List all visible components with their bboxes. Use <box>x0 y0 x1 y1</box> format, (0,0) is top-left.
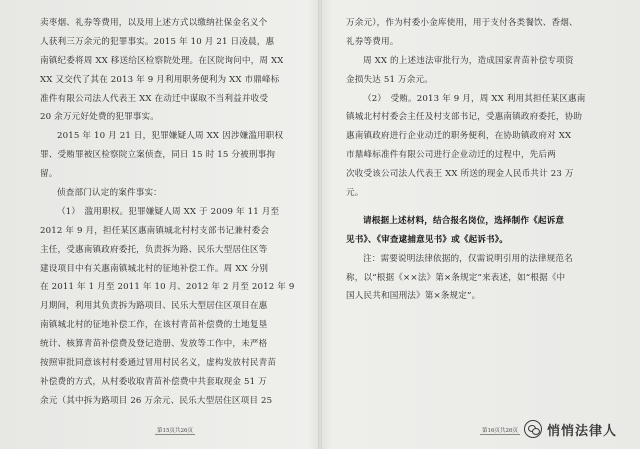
right-page-number: 第16页共26页 <box>482 428 518 434</box>
left-page-text-line: 建设项目中有关惠南镇城北村的征地补偿工作。周 XX 分别 <box>40 263 269 274</box>
left-page-text-line: 月期间，利用其负责拆为路项目、民乐大型居住区项目在惠 <box>40 301 268 312</box>
wechat-icon <box>524 420 542 438</box>
right-page-text-line: 注：需要说明法律依据的，仅需说明引用的法律规范名 <box>363 253 573 264</box>
watermark-text: 悄悄法律人 <box>547 423 618 439</box>
left-page-text-line: 补偿费的方式，从村委收取青苗补偿费中共套取现金 51 万 <box>40 376 267 387</box>
left-page-number: 第15页共26页 <box>157 428 193 434</box>
right-page-text-line: 万余元），作为村委小金库使用，用于支付各类餐饮、香烟、 <box>346 18 578 28</box>
right-page-text-line: 惠南镇政府进行企业动迁的职务便利，在协助镇政府对 XX <box>346 131 572 142</box>
left-page-text-line: 余元（其中拆为路项目 26 万余元、民乐大型居住区项目 25 <box>40 395 273 406</box>
right-page-text-line: 请根据上述材料，结合报名岗位，选择制作《起诉意 <box>363 215 565 226</box>
left-page-text-line: 2012 年 9 月，担任某区惠南镇城北村村支部书记兼村委会 <box>40 225 270 236</box>
right-page-text-line: 称，以“根据《××法》第×条规定”来表述，如“根据《中 <box>346 272 566 283</box>
left-page-text-line: 20 余万元好处费的犯罪事实。 <box>40 112 160 123</box>
right-page-text-line: 见书》、《审查逮捕意见书》或《起诉书》。 <box>346 234 508 245</box>
left-page-text-line: 主任，受惠南镇政府委托，负责拆为路、民乐大型居住区等 <box>40 244 268 255</box>
left-page-text-line: 人获利三万余元的犯罪事实。2015 年 10 月 21 日凌晨，惠 <box>40 36 275 47</box>
left-page-text-line: 留。 <box>40 169 58 180</box>
left-page-text-line: 南镇纪委将周 XX 移送给区检察院处理。在区院询问中，周 XX <box>40 55 284 66</box>
right-page-text-line <box>346 203 612 212</box>
left-page-text-line: 按照审批同意该村村委通过冒用村民名义，虚构发放村民青苗 <box>40 358 277 369</box>
left-page-text-line: 南镇城北村的征地补偿工作，在该村青苗补偿费的土地复垦 <box>40 320 268 331</box>
left-page <box>40 14 308 411</box>
right-page-text-line: 国人民共和国刑法》第×条规定”。 <box>346 291 481 302</box>
left-page-text-line: 统计、核算青苗补偿费及登记造册、发放等工作中，未严格 <box>40 339 268 350</box>
left-page-text-line: 在 2011 年 1 月至 2011 年 10 月、2012 年 2 月至 2012 年 9 <box>40 282 295 293</box>
left-page-text-line: 侦查部门认定的案件事实： <box>57 188 162 199</box>
right-page <box>346 14 612 306</box>
right-page-text-line: 元。 <box>346 188 364 199</box>
page-spine <box>318 0 322 449</box>
left-page-text-line: XX 又交代了其在 2013 年 9 月利用职务便利为 XX 市鼎峰标 <box>40 74 280 85</box>
right-page-text-line: 周 XX 的上述违法审批行为，造成国家青苗补偿专项资 <box>363 55 574 66</box>
left-page-text-line: 卖枣烟、礼券等费用，以及用上述方式以缴纳社保金名义个 <box>40 18 268 28</box>
left-page-text-line: （1） 滥用职权。犯罪嫌疑人周 XX 于 2009 年 11 月至 <box>57 206 280 217</box>
left-page-text-line: 2015 年 10 月 21 日，犯罪嫌疑人周 XX 因涉嫌滥用职权 <box>57 131 284 142</box>
left-page-text-line: 准件有限公司法人代表王 XX 在动迁中谋取不当利益并收受 <box>40 93 269 104</box>
right-page-text-line: 镇城北村村委会主任及村支部书记，受惠南镇政府委托，协助 <box>346 112 583 123</box>
watermark <box>524 419 617 439</box>
right-page-text-line: 次收受该公司法人代表王 XX 所送的现金人民币共计 23 万 <box>346 169 574 180</box>
right-page-text-line: （2） 受贿。2013 年 9 月，周 XX 利用其担任某区惠南 <box>363 93 586 104</box>
left-page-text-line: 罪、受贿罪被区检察院立案侦查，同日 15 时 15 分被刑事拘 <box>40 150 276 161</box>
right-page-text-line: 金损失达 51 万余元。 <box>346 74 433 85</box>
right-page-text-line: 市鼎峰标准件有限公司进行企业动迁的过程中，先后两 <box>346 150 556 161</box>
right-page-text-line: 礼券等费用。 <box>346 36 399 47</box>
